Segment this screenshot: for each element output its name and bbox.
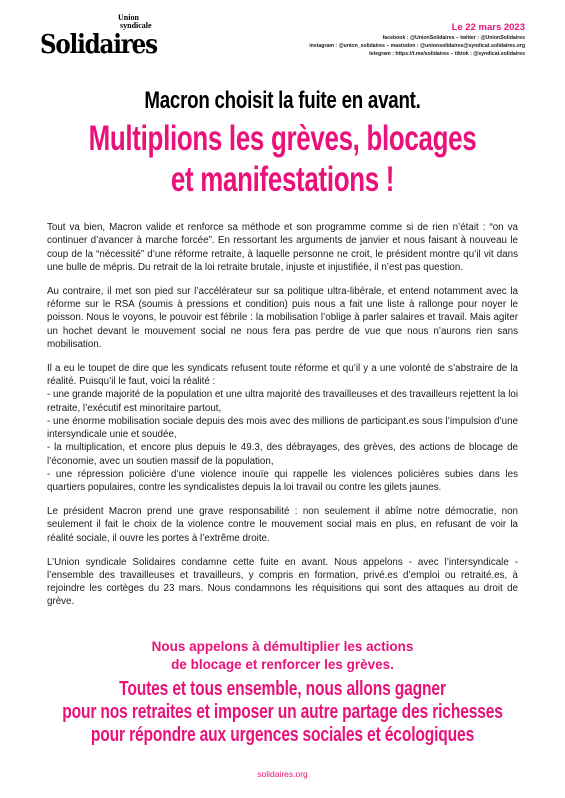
main-title-line-1: Multiplions les grèves, blocages [88, 119, 477, 158]
social-line-facebook: facebook : @UnionSolidaires – twitter : @UnionSolidaires [382, 35, 525, 41]
logo-syndicale-text: syndicale [120, 21, 152, 30]
slogan-line-3: pour répondre aux urgences sociales et écologiques [90, 724, 475, 746]
paragraph: Le président Macron prend une grave responsabilité : non seulement il abîme notre démocratie, non seulement il fait le choix de la violence contre le mouvement social mais en plus, en refusant de voir la réalité sociale, il ouvre les portes à l’extrême droite. [47, 506, 518, 544]
slogan-line-2: pour nos retraites et imposer un autre partage des richesses [62, 701, 503, 723]
main-title [73, 118, 491, 200]
body-text [47, 221, 518, 619]
paragraph: Il a eu le toupet de dire que les syndicats refusent toute réforme et qu’il y a une volonté de s’abstraire de la réalité. Puisqu’il le faut, voici la réalité : - une grande majorité de la population et une ultra majorité des travailleuses et des travailleurs rejettent la loi retraite, l’exécutif est minoritaire partout, - une énorme mobilisation sociale depuis des mois avec des millions de participant.es sous l’impulsion d’une intersyndicale unie et soudée, - la multiplication, et encore plus depuis le 49.3, des débrayages, des grèves, des actions de blocage de l’économie, avec un soutien massif de la population, - une répression policière d’une violence inouïe qui rappelle les violences policières subies dans les quartiers populaires, contre les syndicalistes depuis la loi travail ou contre les gilets jaunes. [47, 362, 518, 494]
paragraph: Au contraire, il met son pied sur l’accélérateur sur sa politique ultra-libérale, et entend notamment avec la réforme sur le RSA (soumis à pressions et condition) puis nous a fait une liste à rallonge pour noyer le poisson. Nous le voyons, le pouvoir est fébrile : la mobilisation l’oblige à parler salaires et travail. Mais agiter un hochet devant le mouvement social ne nous fera pas perdre de vue que nous n’aurons rien sans mobilisation. [47, 285, 518, 350]
main-title-line-2: et manifestations ! [170, 160, 395, 199]
call-to-action [0, 638, 565, 674]
logo-union-text: Union [118, 13, 139, 22]
slogan [62, 678, 503, 747]
social-line-telegram: telegram : https://t.me/solidaires – tiktok : @syndicat.solidaires [369, 51, 525, 57]
slogan-line-1: Toutes et tous ensemble, nous allons gagner [119, 678, 446, 700]
footer-url: solidaires.org [257, 769, 308, 779]
social-line-instagram: instagram : @union_solidaires – mastodon : @unionsolidaires@syndicat.solidaires.org [309, 43, 525, 49]
logo-wordmark: Solidaires [40, 28, 157, 60]
call-line-1: Nous appelons à démultiplier les actions [151, 639, 414, 654]
paragraph: L’Union syndicale Solidaires condamne cette fuite en avant. Nous appelons - avec l’intersyndicale - l’ensemble des travailleuses et travailleurs, y compris en formation, privé.es d’emploi ou retraité.es, à rejoindre les cortèges du 23 mars. Nous condamnons les réquisitions qui sont des attaques au droit de grève. [47, 556, 518, 608]
solidaires-logo [40, 14, 165, 64]
paragraph: Tout va bien, Macron valide et renforce sa méthode et son programme comme si de rien n’était : “on va continuer d’avancer à marche forcée”. En ressortant les arguments de janvier et nous faisant à nouveau le coup de la “nécessité” d’une réforme retraite, à laquelle personne ne croit, le président montre qu’il vit dans une bulle de mépris. Du retrait de la loi retraite brutale, injuste et injustifiée, il n’est pas question. [47, 222, 518, 273]
document-date: Le 22 mars 2023 [451, 22, 525, 33]
call-line-2: de blocage et renforcer les grèves. [171, 657, 394, 672]
headline: Macron choisit la fuite en avant. [144, 87, 421, 114]
header-info [225, 22, 525, 58]
